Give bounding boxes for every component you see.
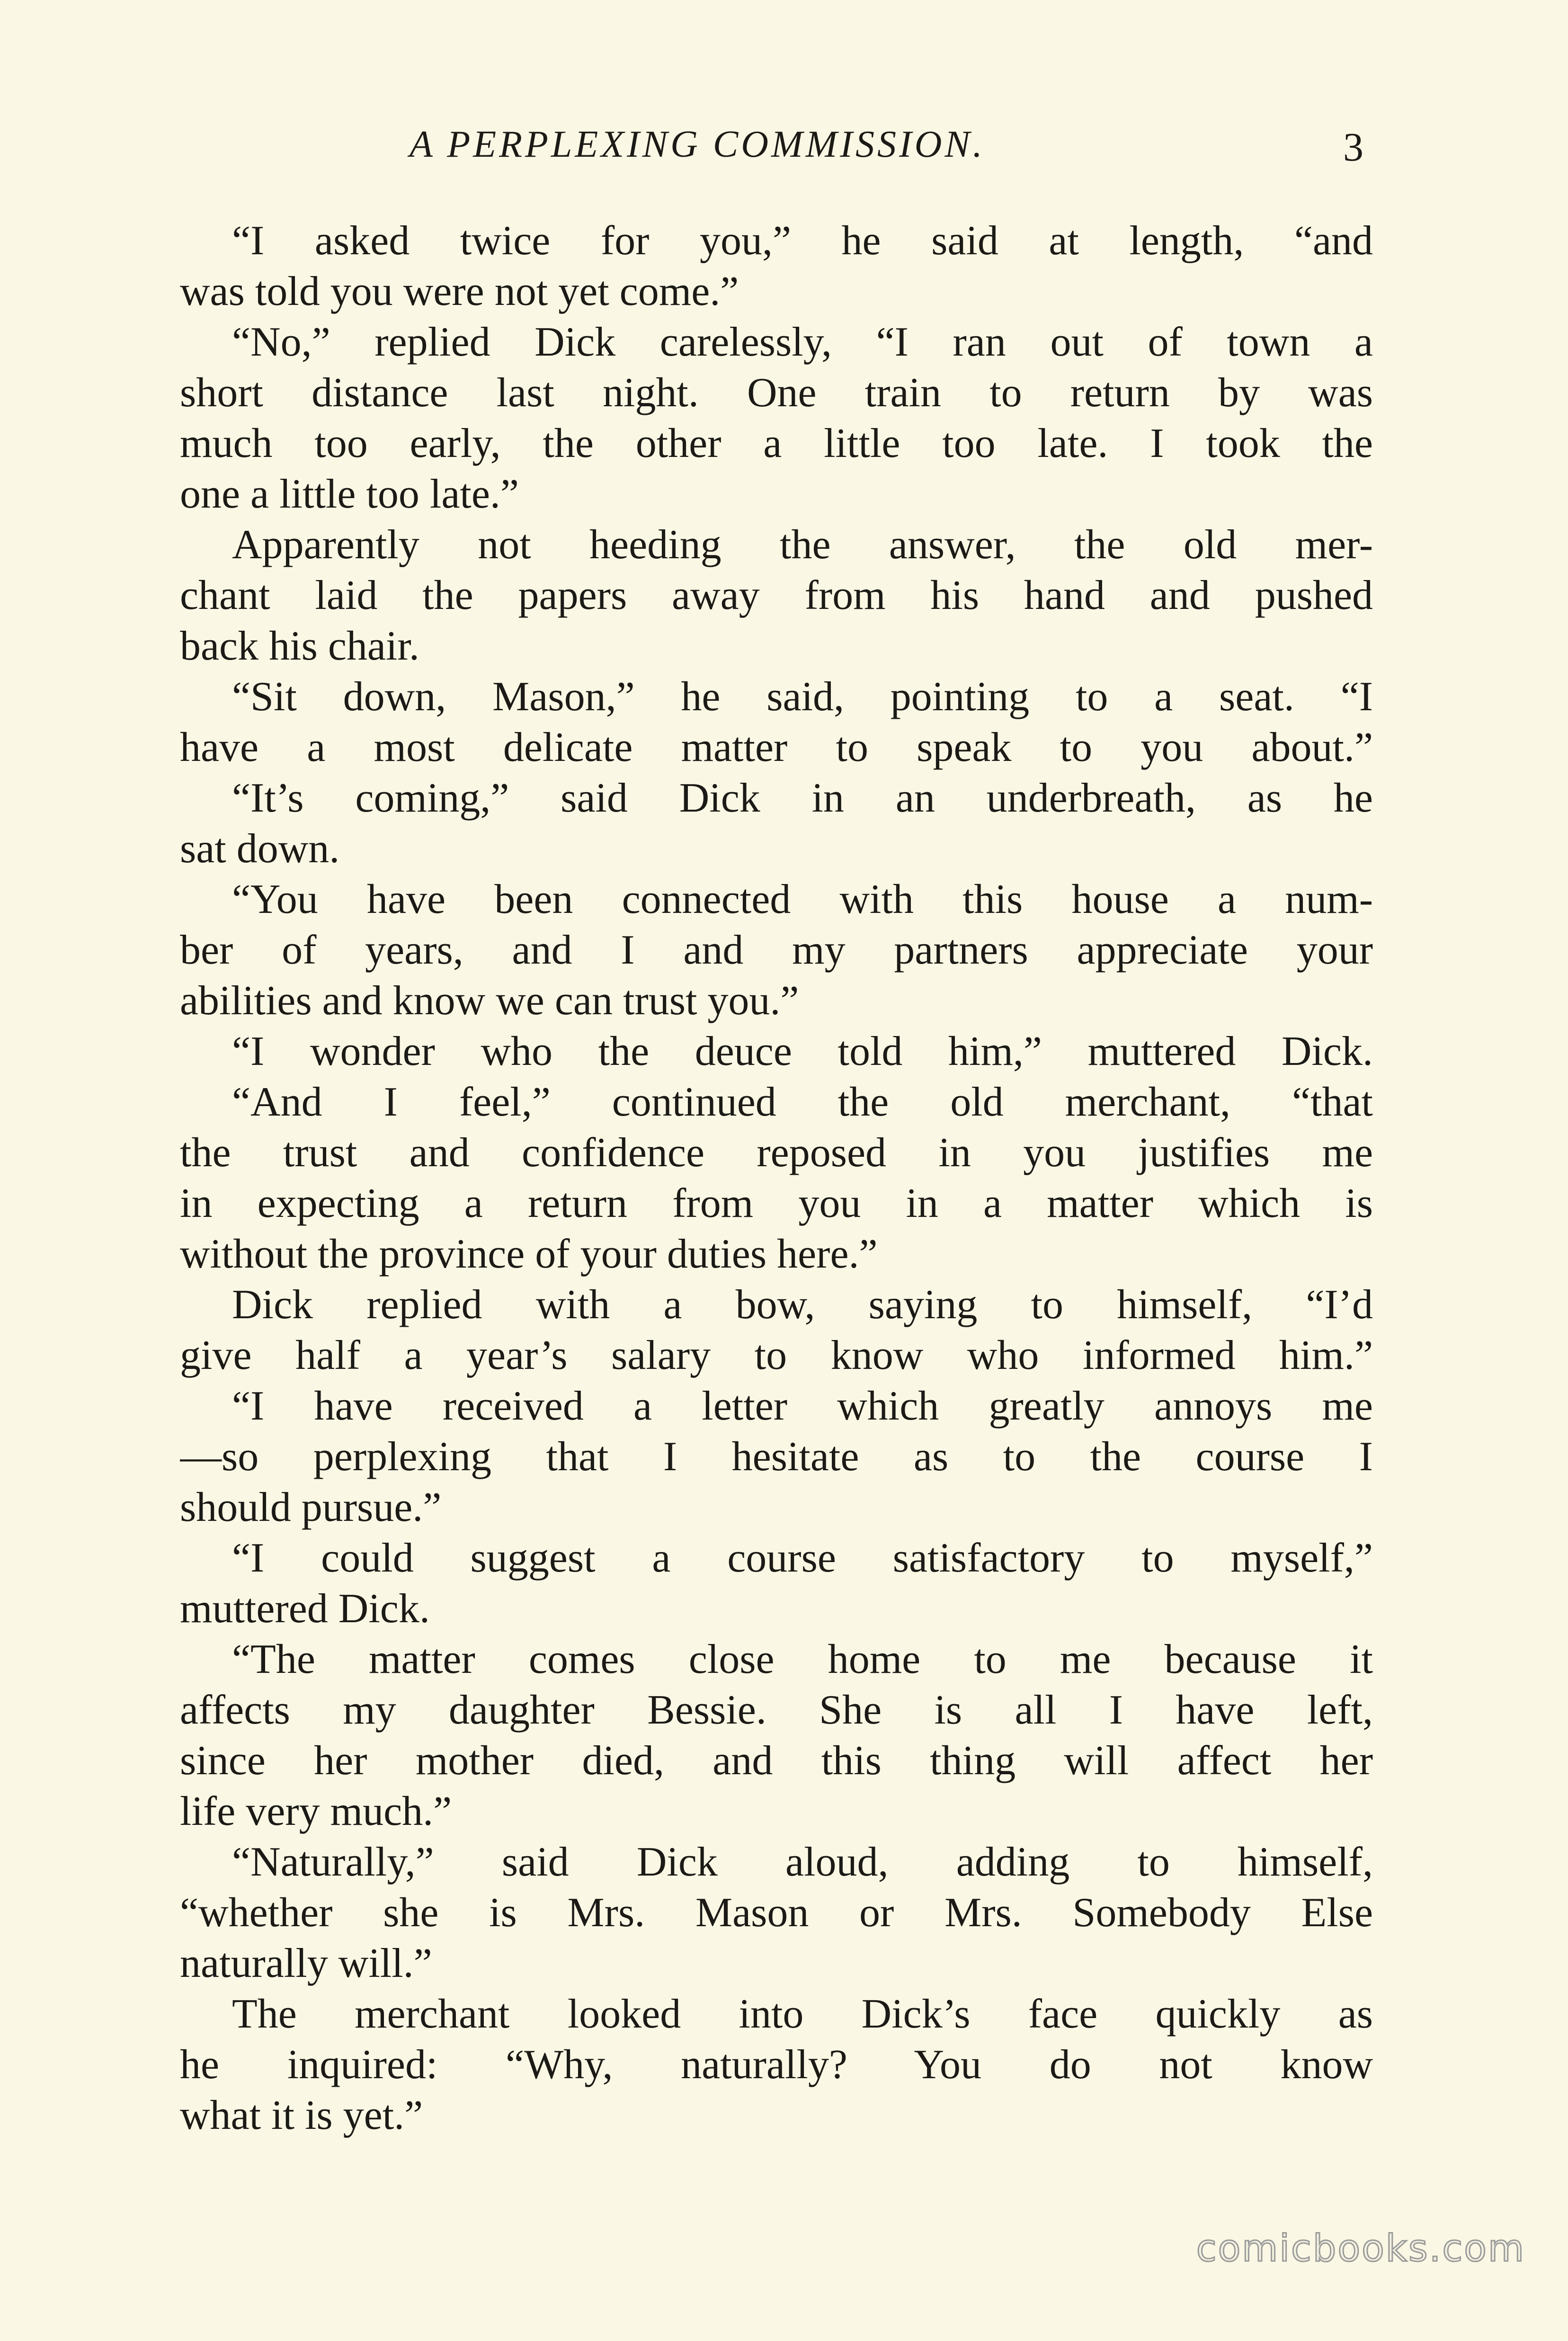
text-line: “Naturally,” said Dick aloud, adding to himself, (232, 1839, 1373, 1885)
text-line: abilities and know we can trust you.” (180, 978, 799, 1024)
text-line: chant laid the papers away from his hand and pushed (180, 572, 1373, 618)
text-line: Dick replied with a bow, saying to himself, “I’d (232, 1282, 1373, 1328)
text-line: what it is yet.” (180, 2092, 423, 2138)
text-line: “I wonder who the deuce told him,” muttered Dick. (232, 1028, 1373, 1074)
text-line: sat down. (180, 826, 340, 872)
text-line: “It’s coming,” said Dick in an underbreath, as he (232, 775, 1373, 821)
page-number: 3 (1343, 124, 1363, 170)
text-line: one a little too late.” (180, 471, 519, 517)
text-line: “I could suggest a course satisfactory to myself,” (232, 1535, 1373, 1581)
text-line: should pursue.” (180, 1484, 442, 1530)
text-line: give half a year’s salary to know who informed him.” (180, 1332, 1373, 1378)
text-line: —so perplexing that I hesitate as to the course I (180, 1434, 1373, 1480)
text-line: was told you were not yet come.” (180, 268, 739, 314)
watermark-logo: comicbooks.com (1196, 2227, 1525, 2270)
text-line: the trust and confidence reposed in you justifies me (180, 1130, 1373, 1176)
text-line: naturally will.” (180, 1940, 432, 1986)
text-line: much too early, the other a little too late. I took the (180, 420, 1373, 466)
text-line: The merchant looked into Dick’s face quickly as (232, 1991, 1373, 2037)
text-line: ber of years, and I and my partners appreciate your (180, 927, 1373, 973)
text-line: affects my daughter Bessie. She is all I have left, (180, 1687, 1373, 1733)
text-line: “You have been connected with this house a num- (232, 876, 1373, 922)
text-line: have a most delicate matter to speak to you about.” (180, 724, 1373, 770)
text-line: since her mother died, and this thing will affect her (180, 1738, 1373, 1784)
text-line: “The matter comes close home to me because it (232, 1636, 1373, 1682)
text-line: he inquired: “Why, naturally? You do not know (180, 2042, 1373, 2088)
text-line: “And I feel,” continued the old merchant, “that (232, 1079, 1373, 1125)
body-text (180, 215, 1373, 2157)
text-line: Apparently not heeding the answer, the old mer- (232, 522, 1373, 568)
text-line: “I asked twice for you,” he said at length, “and (232, 218, 1373, 264)
text-line: “No,” replied Dick carelessly, “I ran out of town a (232, 319, 1373, 365)
text-line: “whether she is Mrs. Mason or Mrs. Somebody Else (180, 1890, 1373, 1936)
text-line: back his chair. (180, 623, 419, 669)
text-line: in expecting a return from you in a matter which is (180, 1180, 1373, 1226)
running-head (180, 118, 1373, 180)
text-line: “I have received a letter which greatly annoys me (232, 1383, 1373, 1429)
text-line: life very much.” (180, 1788, 452, 1834)
text-line: without the province of your duties here.” (180, 1231, 878, 1277)
text-line: short distance last night. One train to return by was (180, 370, 1373, 416)
text-line: muttered Dick. (180, 1586, 430, 1632)
text-line: “Sit down, Mason,” he said, pointing to a seat. “I (232, 674, 1373, 720)
running-title: A PERPLEXING COMMISSION. (410, 124, 985, 165)
